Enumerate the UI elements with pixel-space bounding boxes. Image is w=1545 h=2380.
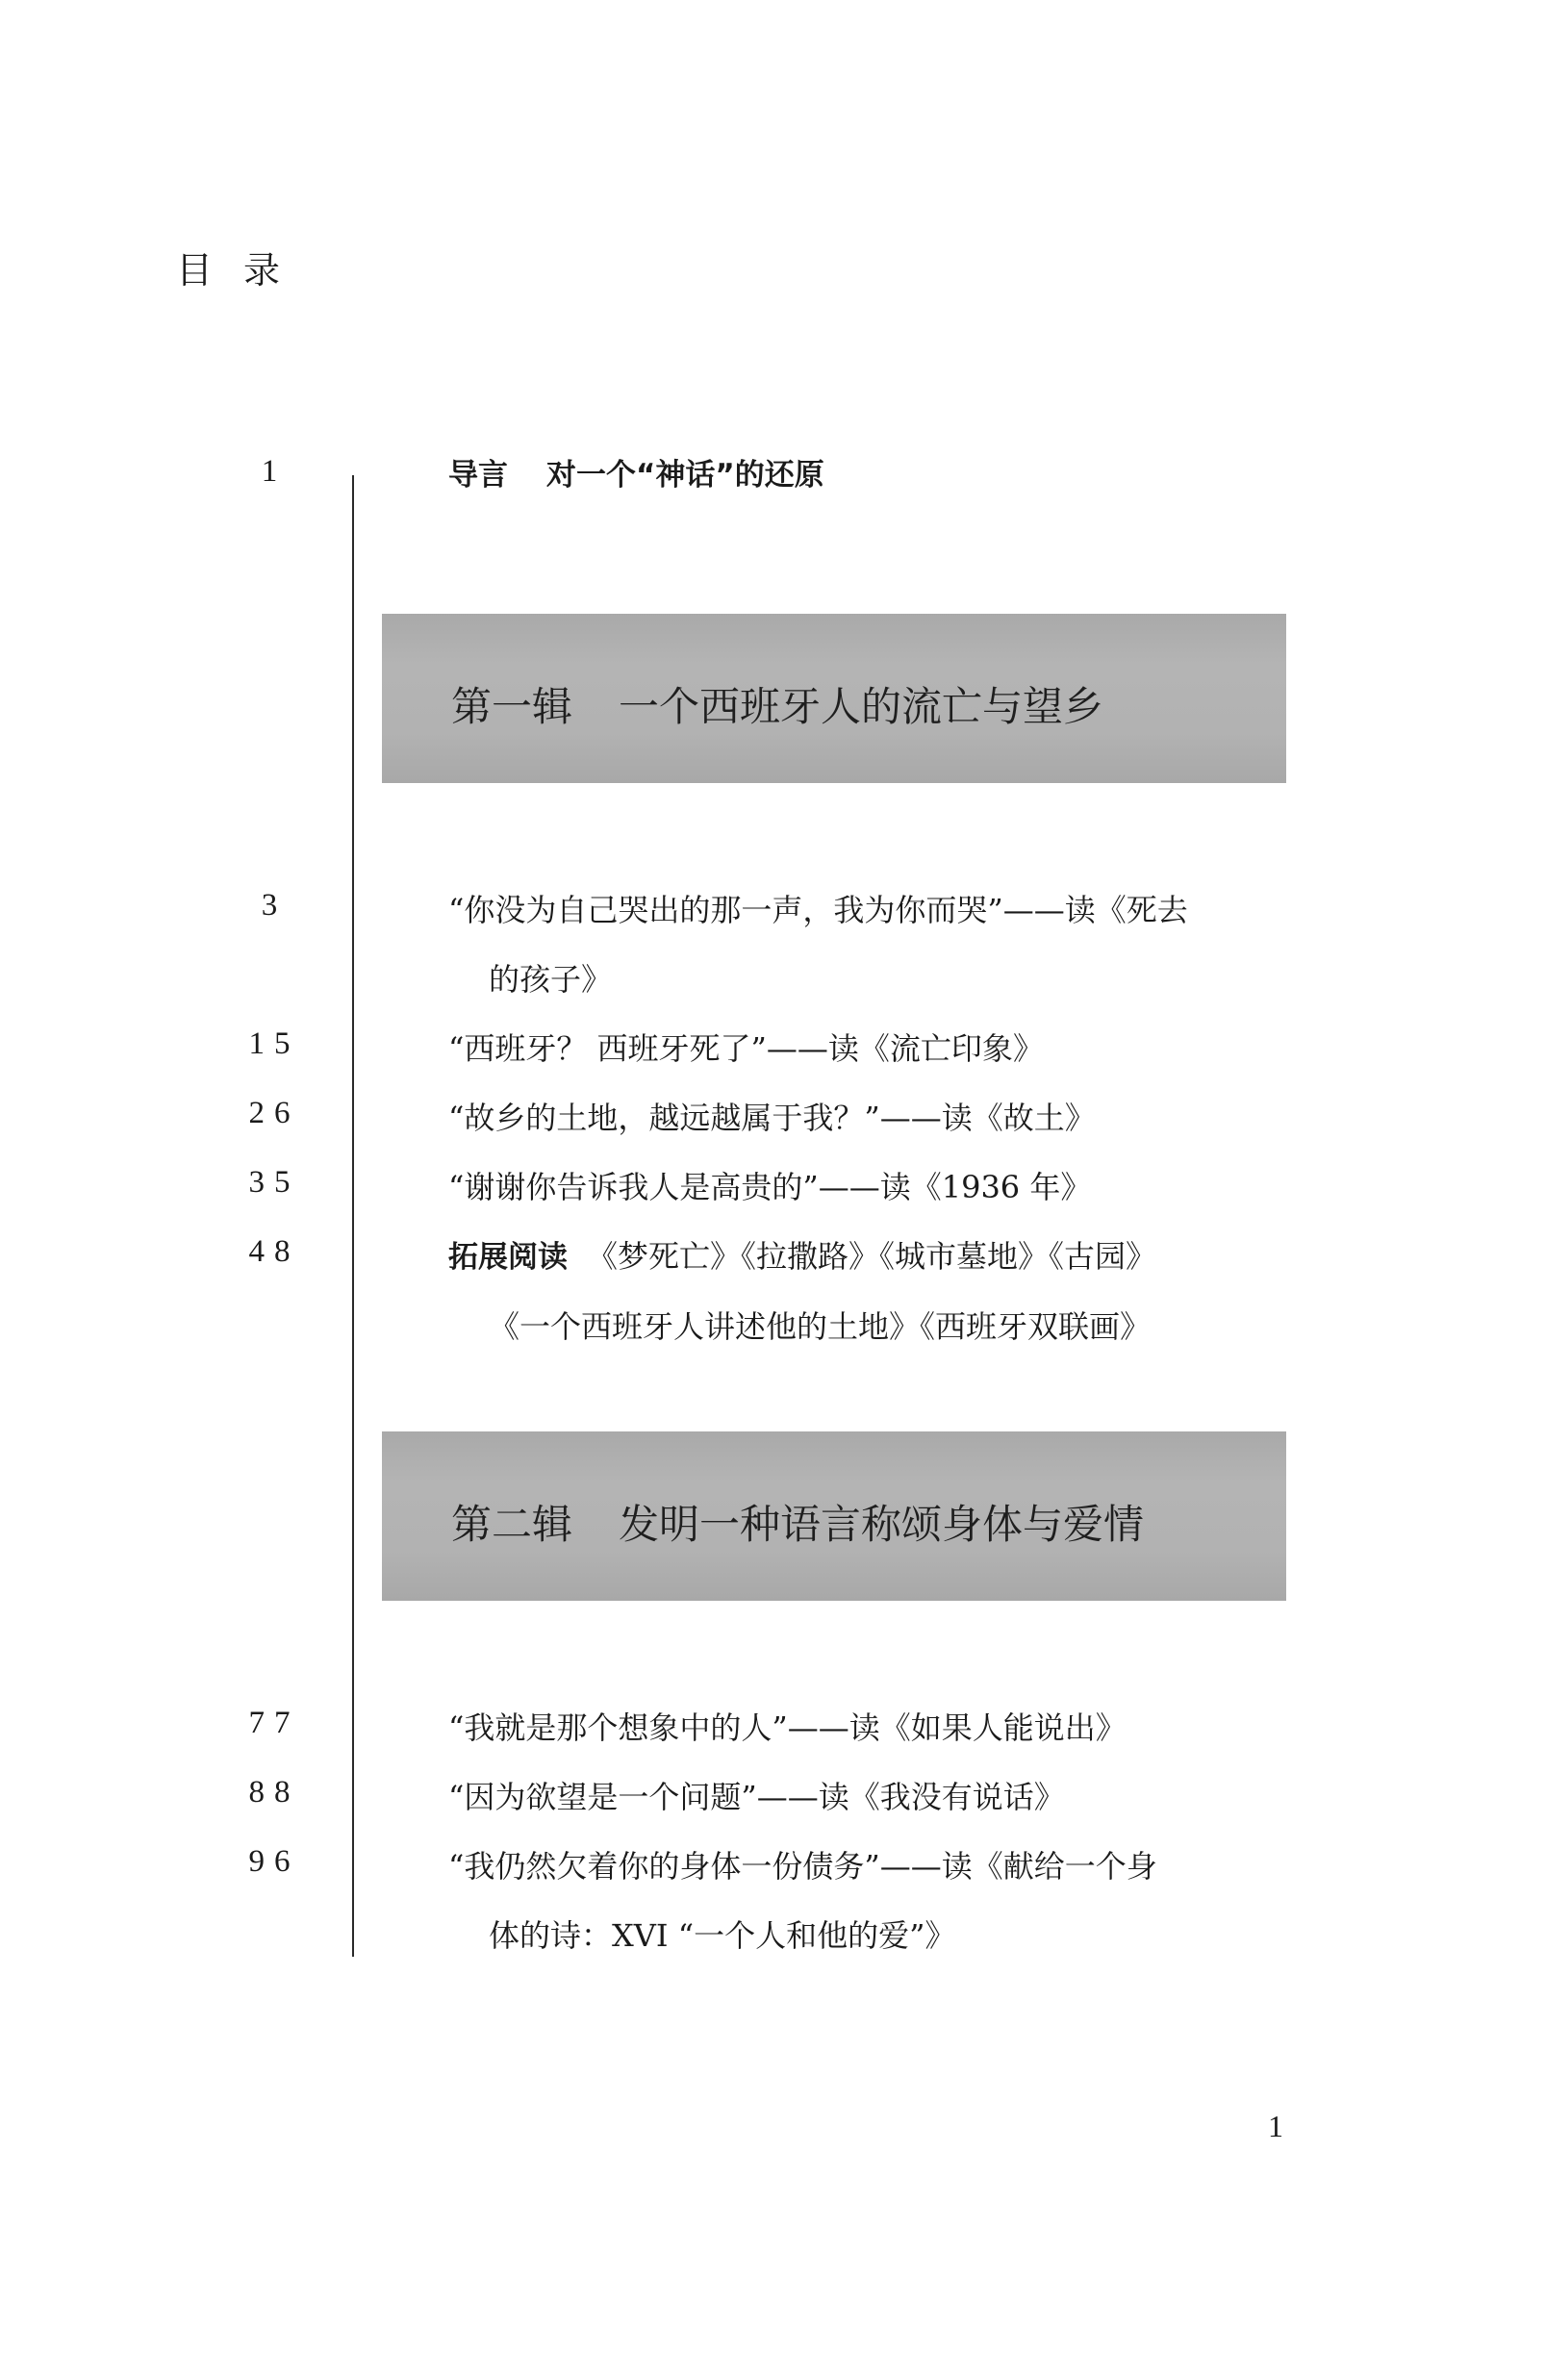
entry-line: 《梦死亡》《拉撒路》《城市墓地》《古园》 — [587, 1238, 1157, 1275]
entry-line-continued: 体的诗：XVI “一个人和他的爱”》 — [489, 1917, 956, 1954]
page-number-35: 35 — [248, 1165, 300, 1200]
section-label-2: 第二辑 — [451, 1501, 573, 1548]
folio-page-number: 1 — [1268, 2109, 1283, 2143]
toc-entry-s2-2[interactable] — [448, 1762, 1295, 1832]
toc-entry-extended-reading[interactable] — [448, 1222, 1295, 1361]
page-number-intro: 1 — [261, 454, 288, 489]
toc-heading-char-1: 目 — [176, 249, 244, 291]
toc-entry-s1-4[interactable] — [448, 1152, 1295, 1222]
section-heading-2 — [451, 1501, 1145, 1548]
section-banner-1 — [382, 614, 1286, 783]
toc-entry-s2-3[interactable] — [448, 1832, 1295, 1970]
entry-line: “我仍然欠着你的身体一份债务”——读《献给一个身 — [448, 1848, 1157, 1885]
entry-line: “你没为自己哭出的那一声，我为你而哭”——读《死去 — [448, 892, 1188, 928]
toc-heading-char-2: 录 — [243, 249, 312, 291]
section-label-1: 第一辑 — [451, 683, 573, 730]
page-number-96: 96 — [248, 1844, 300, 1879]
entry-line: “西班牙？ 西班牙死了”——读《流亡印象》 — [448, 1030, 1044, 1067]
page-number-88: 88 — [248, 1775, 300, 1810]
entry-line: “因为欲望是一个问题”——读《我没有说话》 — [448, 1779, 1065, 1815]
toc-entry-s2-1[interactable] — [448, 1693, 1295, 1762]
page-number-3: 3 — [261, 888, 288, 923]
toc-entry-s1-1[interactable] — [448, 875, 1295, 1014]
intro-label: 导言 — [448, 458, 508, 493]
toc-heading — [176, 249, 312, 291]
entry-line: “故乡的土地，越远越属于我？”——读《故土》 — [448, 1100, 1096, 1136]
entry-line: “我就是那个想象中的人”——读《如果人能说出》 — [448, 1709, 1127, 1746]
toc-entry-s1-2[interactable] — [448, 1014, 1295, 1083]
extended-reading-label: 拓展阅读 — [448, 1240, 568, 1275]
page-number-77: 77 — [248, 1706, 300, 1740]
section-heading-1 — [451, 683, 1104, 730]
intro-title: 对一个“神话”的还原 — [546, 458, 824, 493]
section-title-1: 一个西班牙人的流亡与望乡 — [619, 683, 1104, 730]
entry-line-continued: 《一个西班牙人讲述他的土地》《西班牙双联画》 — [489, 1308, 1152, 1345]
section-title-2: 发明一种语言称颂身体与爱情 — [619, 1501, 1145, 1548]
toc-entry-intro[interactable] — [448, 441, 1295, 510]
entry-line: “谢谢你告诉我人是高贵的”——读《1936 年》 — [448, 1169, 1092, 1205]
entry-line-continued: 的孩子》 — [489, 961, 613, 998]
toc-entry-s1-3[interactable] — [448, 1083, 1295, 1152]
vertical-divider — [352, 475, 354, 1957]
page-number-48: 48 — [248, 1234, 300, 1269]
page-number-15: 15 — [248, 1026, 300, 1061]
page-number-26: 26 — [248, 1096, 300, 1130]
section-banner-2 — [382, 1431, 1286, 1601]
